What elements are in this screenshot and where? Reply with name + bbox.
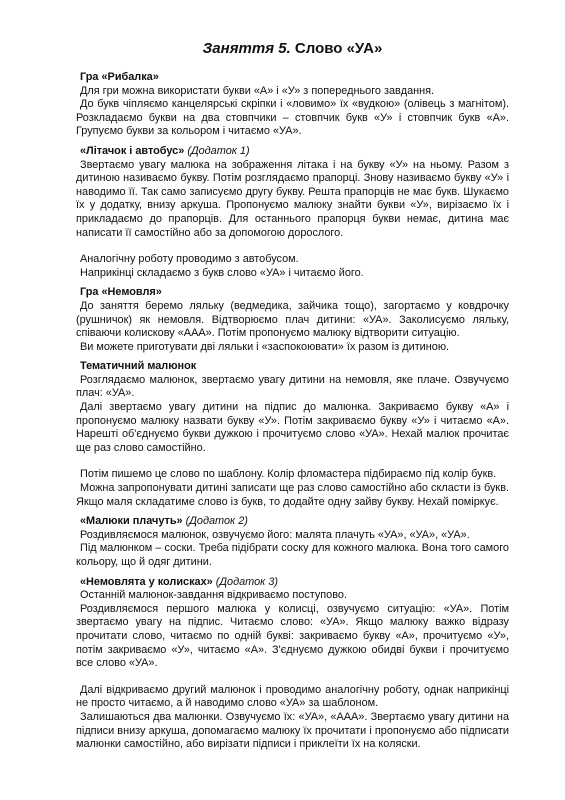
paragraph: Потім пишемо це слово по шаблону. Колір фломастера підбираємо під колір букв. xyxy=(80,468,497,481)
paragraph: До заняття беремо ляльку (ведмедика, зайчика тощо), загортаємо у ковдрочку (рушничок) як немовля. Відтворюємо плач дитини: «УА». Заколисуємо ляльку, співаючи колискову «ААА». Потім пропонуємо малюку відтворити ситуацію. xyxy=(76,299,509,340)
paragraph: Залишаються два малюнки. Озвучуємо їх: «УА», «ААА». Звертаємо увагу дитини на підписи внизу аркуша, допомагаємо малюку їх прочитати і пропонуємо або підписати малюнки самостійно, або вирізати підписи і приклеїти їх на коляски. xyxy=(76,710,509,751)
paragraph: Розглядаємо малюнок, звертаємо увагу дитини на немовля, яке плаче. Озвучуємо плач: «УА». xyxy=(76,373,509,400)
section-babies-crying xyxy=(76,515,509,569)
section-heading-text: Гра «Немовля» xyxy=(80,286,162,299)
paragraph: Роздивляємося першого малюка у колисці, озвучуємо ситуацію: «УА». Потім звертаємо увагу на підпис. Читаємо слово: «УА». Якщо малюку важко відразу прочитати слово, читаємо по одній букві: закриваємо букву «А», прочитуємо «У», потім закриваємо «У», читаємо «А». З'єднуємо дужкою обидві букви і прочитуємо все слово «УА». xyxy=(76,602,509,670)
section-heading xyxy=(76,71,509,85)
paragraph: До букв чіпляємо канцелярські скріпки і «ловимо» їх «вудкою» (олівець з магнітом). Розкладаємо букви на два стовпчики – стовпчик букв «У» і стовпчик букв «А». Групуємо букви за кольором і читаємо «УА». xyxy=(76,98,509,138)
paragraph: Звертаємо увагу малюка на зображення літака і на букву «У» на ньому. Разом з дитиною називаємо букву. Потім розглядаємо прапорці. Знову називаємо букву «У» і наводимо її. Так само записуємо другу букву. Решта прапорців не має букв. Шукаємо їх у додатку, внизу аркуша. Пропонуємо малюку знайти букви «У», вирізаємо їх і прикладаємо до прапорців. Для останнього прапорця букви немає, дитина має написати її самостійно або за допомогою дорослого. xyxy=(76,158,509,239)
section-heading-text: Гра «Рибалка» xyxy=(80,71,159,83)
section-thematic-picture xyxy=(76,360,509,509)
paragraph: Далі звертаємо увагу дитини на підпис до малюнка. Закриваємо букву «А» і пропонуємо малюку назвати букву «У». Потім закриваємо букву «У» і читаємо «А». Нарешті об'єднуємо букви дужкою і прочитуємо слово «УА». Нехай малюк прочитає ще раз слово самостійно. xyxy=(76,401,509,454)
paragraph: Ви можете приготувати дві ляльки і «заспокоювати» їх разом із дитиною. xyxy=(80,340,450,353)
section-heading-text: «Літачок і автобус» xyxy=(80,144,185,157)
paragraph-gap xyxy=(76,455,509,468)
section-heading-text: Тематичний малюнок xyxy=(80,360,197,373)
appendix-note: (Додаток 3) xyxy=(215,575,279,588)
section-heading xyxy=(76,576,509,590)
paragraph: Під малюнком – соски. Треба підібрати соску для кожного малюка. Вона того самого кольору, що й одяг дитини. xyxy=(76,542,509,568)
section-babies-in-cradles xyxy=(76,576,509,752)
appendix-note: (Додаток 1) xyxy=(187,144,250,157)
paragraph: Можна запропонувати дитині записати ще раз слово самостійно або скласти із букв. Якщо маля складатиме слово із букв, то додайте одну зайву букву. Нехай поміркує. xyxy=(76,482,509,508)
paragraph: Останній малюнок-завдання відкриваємо поступово. xyxy=(80,589,347,602)
section-heading xyxy=(76,286,509,300)
title-topic: Слово «УА» xyxy=(290,40,383,57)
paragraph-gap xyxy=(76,240,509,253)
page-title xyxy=(76,40,509,58)
section-plane-and-bus xyxy=(76,145,509,280)
section-heading-text: «Немовлята у колисках» xyxy=(80,575,213,588)
section-game-fishing xyxy=(76,71,509,139)
section-game-baby xyxy=(76,286,509,354)
paragraph: Далі відкриваємо другий малюнок і проводимо аналогічну роботу, однак наприкінці не просто читаємо, а й наводимо слово «УА» за шаблоном. xyxy=(76,683,509,710)
section-heading xyxy=(76,360,509,374)
paragraph: Роздивляємося малюнок, озвучуємо його: малята плачуть «УА», «УА», «УА». xyxy=(80,528,470,541)
paragraph: Аналогічну роботу проводимо з автобусом. xyxy=(80,253,299,266)
paragraph: Наприкінці складаємо з букв слово «УА» і читаємо його. xyxy=(80,266,364,279)
section-heading-text: «Малюки плачуть» xyxy=(80,515,183,528)
appendix-note: (Додаток 2) xyxy=(185,515,248,528)
paragraph: Для гри можна використати букви «А» і «У» з попереднього завдання. xyxy=(80,84,435,97)
paragraph-gap xyxy=(76,671,509,684)
section-heading xyxy=(76,515,509,529)
section-heading xyxy=(76,145,509,159)
title-lesson-number: Заняття 5. xyxy=(202,40,291,57)
